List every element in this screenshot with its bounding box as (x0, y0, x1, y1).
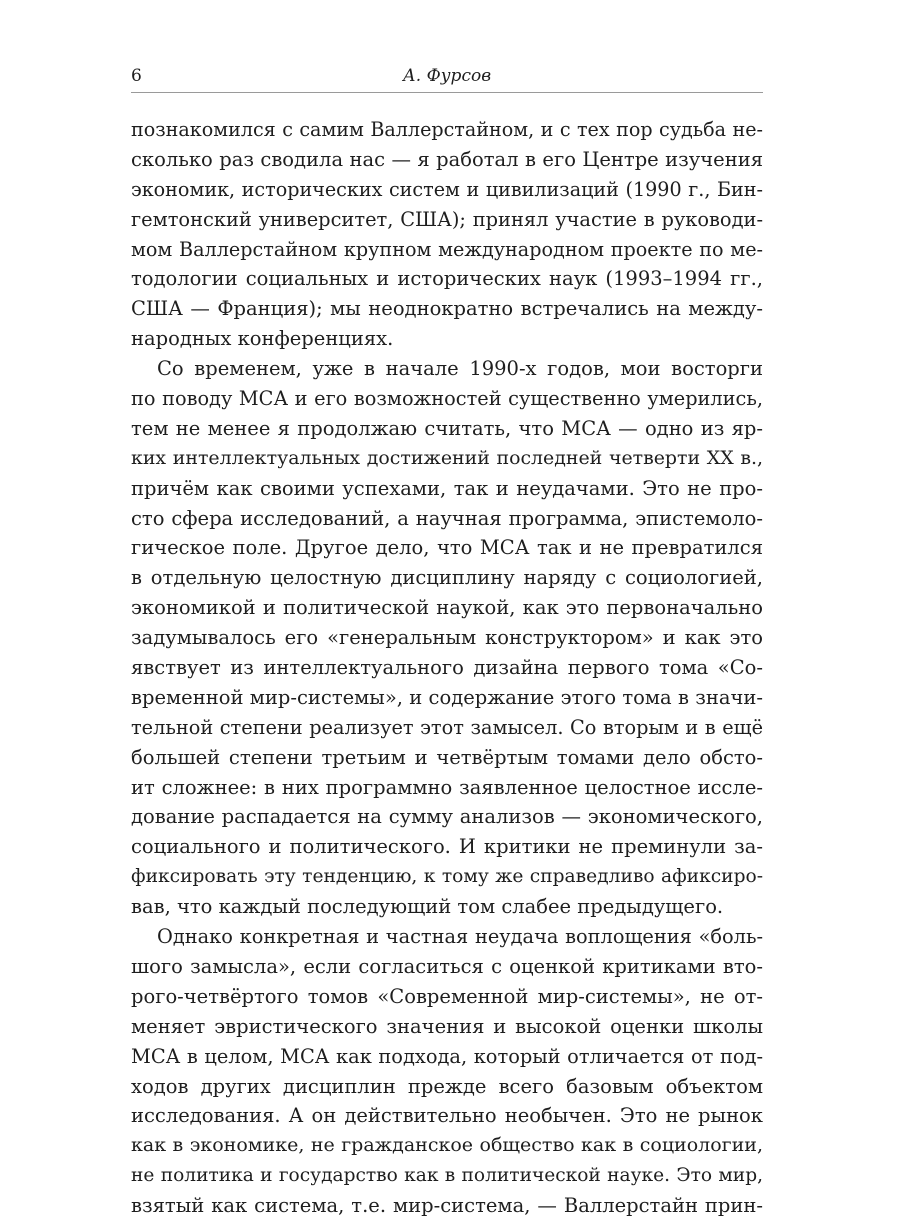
text-line: меняет эвристического значения и высокой оценки школы (131, 1014, 763, 1038)
text-line: взятый как система, т.е. мир-система, — Валлерстайн прин- (131, 1194, 763, 1218)
text-line: познакомился с самим Валлерстайном, и с тех пор судьба не- (131, 118, 763, 141)
paragraph-first-line: Со временем, уже в начале 1990-х годов, мои восторги (157, 357, 763, 381)
text-line: ит сложнее: в них программно заявленное целостное иссле- (131, 775, 763, 799)
text-line: причём как своими успехами, так и неудачами. Это не про- (131, 476, 763, 500)
running-header (131, 66, 763, 93)
text-line: тем не менее я продолжаю считать, что МСА — одно из яр- (131, 416, 763, 440)
text-line: как в экономике, не гражданское общество как в социологии, (131, 1134, 763, 1157)
text-line: экономикой и политической наукой, как это первоначально (131, 596, 763, 620)
text-line: по поводу МСА и его возможностей существенно умерились, (131, 387, 763, 411)
text-line: большей степени третьим и четвёртым томами дело обсто- (131, 745, 763, 769)
text-line: временной мир-системы», и содержание этого тома в значи- (131, 685, 763, 709)
running-title: А. Фурсов (402, 66, 492, 86)
text-line: тельной степени реализует этот замысел. Со вторым и в ещё (131, 715, 763, 739)
text-line: задумывалось его «генеральным конструктором» и как это (131, 626, 763, 650)
text-line: мом Валлерстайном крупном международном проекте по ме- (131, 237, 763, 261)
text-line: сколько раз сводила нас — я работал в его Центре изучения (131, 147, 763, 171)
text-line: вав, что каждый последующий том слабее предыдущего. (131, 895, 724, 919)
text-line: народных конференциях. (131, 327, 394, 351)
body-text (131, 115, 763, 1221)
text-line: тодологии социальных и исторических наук (1993–1994 гг., (131, 267, 763, 291)
text-line: МСА в целом, МСА как подхода, который отличается от под- (131, 1044, 763, 1068)
text-line: ходов других дисциплин прежде всего базовым объектом (131, 1074, 763, 1098)
text-line: социального и политического. И критики не преминули за- (131, 835, 763, 859)
paragraph-first-line: Однако конкретная и частная неудача воплощения «боль- (157, 925, 763, 949)
text-line: США — Франция); мы неоднократно встречались на между- (131, 297, 763, 321)
text-line: экономик, исторических систем и цивилизаций (1990 г., Бин- (131, 177, 763, 201)
text-line: ких интеллектуальных достижений последней четверти XX в., (131, 446, 763, 469)
text-line: явствует из интеллектуального дизайна первого тома «Со- (131, 656, 763, 680)
text-line: гемтонский университет, США); принял участие в руководи- (131, 207, 763, 231)
text-line: не политика и государство как в политической науке. Это мир, (131, 1165, 763, 1187)
text-line: рого-четвёртого томов «Современной мир-системы», не от- (131, 984, 763, 1008)
text-line: фиксировать эту тенденцию, к тому же справедливо афиксиро- (131, 866, 763, 888)
text-line: шого замысла», если согласиться с оценкой критиками вто- (131, 954, 763, 978)
page-number: 6 (131, 66, 142, 86)
text-line: дование распадается на сумму анализов — экономического, (131, 805, 763, 829)
text-line: исследования. А он действительно необычен. Это не рынок (131, 1104, 763, 1128)
text-line: гическое поле. Другое дело, что МСА так и не превратился (131, 536, 763, 560)
text-line: сто сфера исследований, а научная программа, эпистемоло- (131, 506, 763, 530)
text-line: в отдельную целостную дисциплину наряду с социологией, (131, 566, 763, 590)
